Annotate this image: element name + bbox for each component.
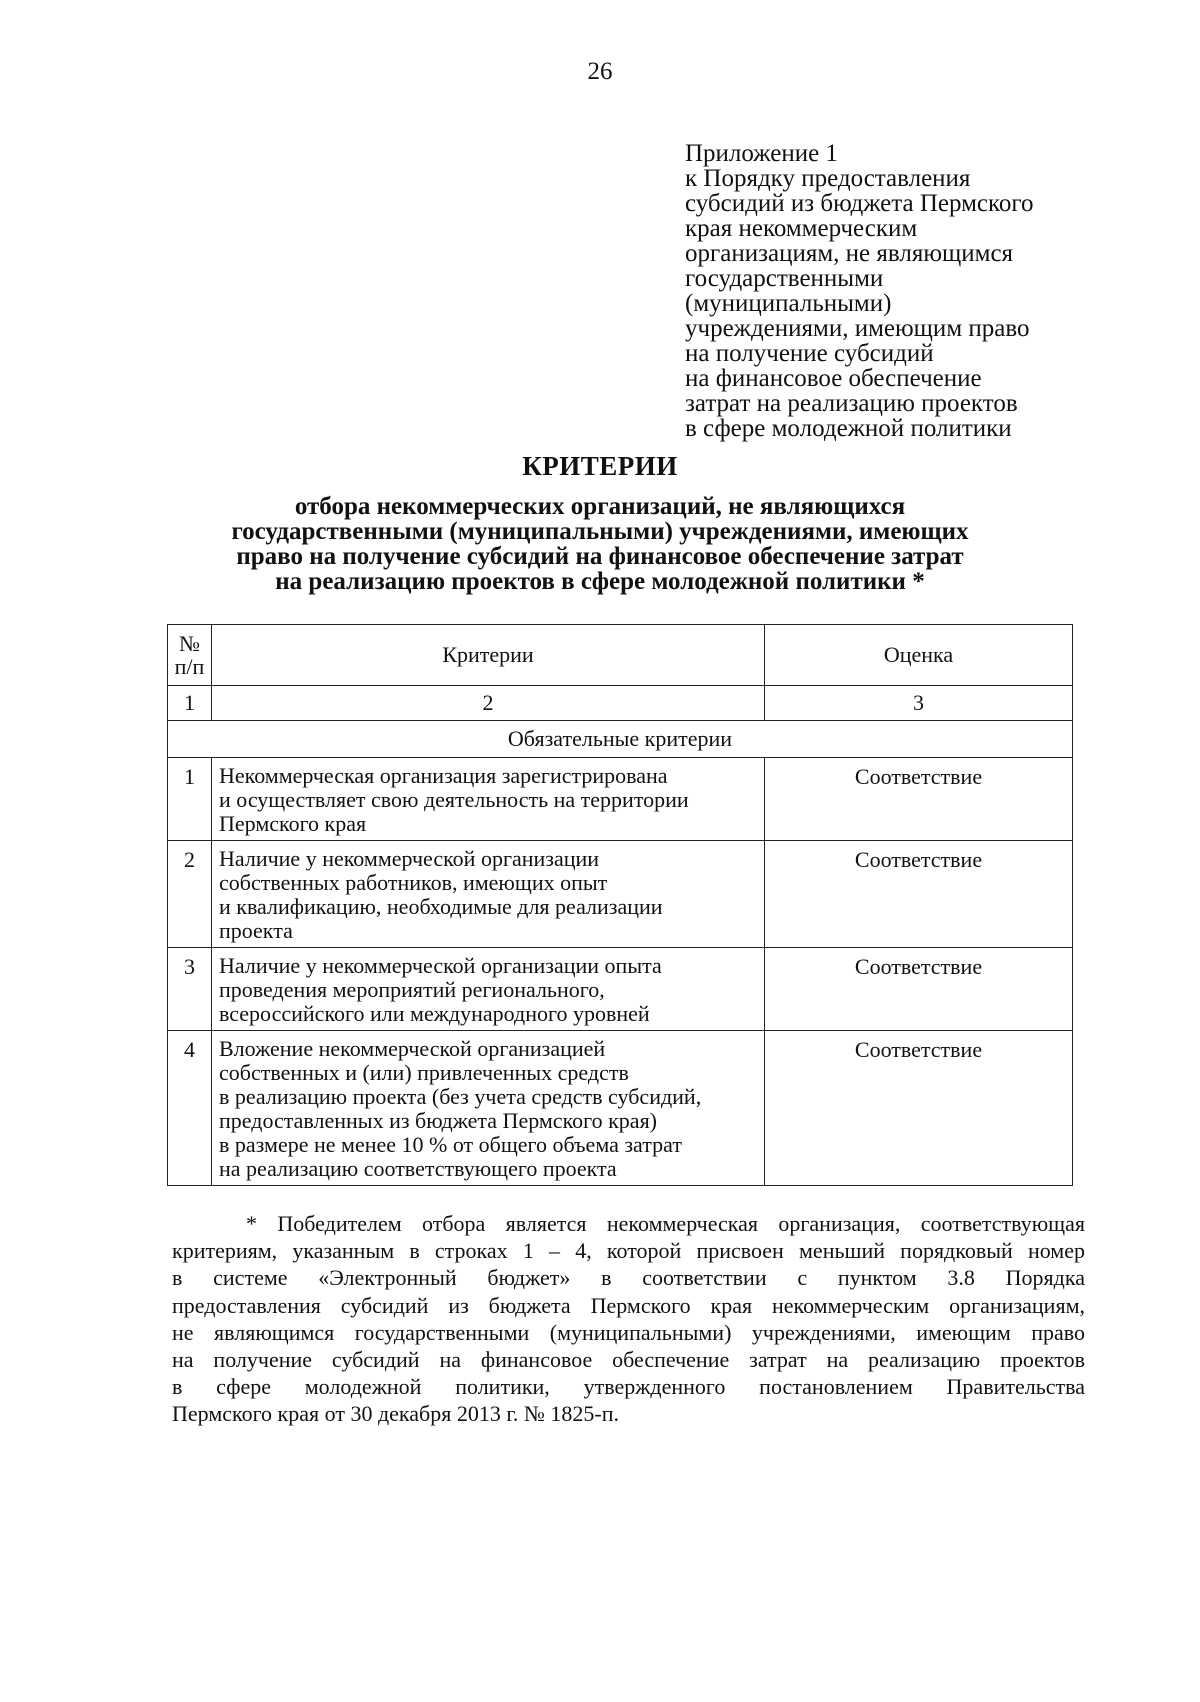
row-number: 2 [168, 841, 212, 948]
header-num [168, 625, 212, 686]
row-criteria [212, 758, 765, 841]
appendix-line: на финансовое обеспечение [685, 365, 982, 392]
appendix-line: учреждениями, имеющим право [685, 315, 1030, 342]
footnote-line: критериям, указанным в строках 1 – 4, которой присвоен меньший порядковый номер [172, 1238, 1085, 1264]
table-row [168, 948, 1073, 1031]
footnote-line: Пермского края от 30 декабря 2013 г. № 1825-п. [172, 1401, 619, 1427]
criteria-line: предоставленных из бюджета Пермского края) [219, 1108, 658, 1133]
table-row [168, 758, 1073, 841]
row-evaluation: Соответствие [765, 841, 1073, 948]
footnote-line: не являющимся государственными (муниципальными) учреждениями, имеющим право [172, 1319, 1085, 1345]
footnote [172, 1210, 1085, 1428]
criteria-line: в реализацию проекта (без учета средств субсидий, [219, 1084, 702, 1109]
criteria-line: собственных работников, имеющих опыт [219, 870, 608, 895]
row-evaluation: Соответствие [765, 948, 1073, 1031]
subtitle-line: государственными (муниципальными) учреждениями, имеющих [231, 518, 969, 545]
criteria-line: на реализацию соответствующего проекта [219, 1156, 617, 1181]
criteria-line: Пермского края [219, 811, 367, 836]
row-number: 4 [168, 1031, 212, 1186]
subtitle-line: на реализацию проектов в сфере молодежной политики * [275, 568, 925, 595]
criteria-line: проекта [219, 918, 293, 943]
appendix-line: на получение субсидий [685, 340, 934, 367]
appendix-line: края некоммерческим [685, 215, 918, 242]
criteria-line: проведения мероприятий регионального, [219, 977, 605, 1002]
row-criteria [212, 841, 765, 948]
table-row [168, 1031, 1073, 1186]
header-num-line: п/п [174, 654, 205, 679]
row-criteria [212, 948, 765, 1031]
page-number: 26 [587, 58, 613, 85]
subtitle-line: право на получение субсидий на финансовое обеспечение затрат [236, 543, 964, 570]
appendix-note [685, 141, 1105, 441]
subtitle-line: отбора некоммерческих организаций, не являющихся [294, 493, 906, 520]
appendix-line: затрат на реализацию проектов [685, 390, 1018, 417]
footnote-line: в системе «Электронный бюджет» в соответствии с пунктом 3.8 Порядка [172, 1265, 1085, 1291]
row-number: 3 [168, 948, 212, 1031]
row-criteria [212, 1031, 765, 1186]
appendix-line: Приложение 1 [685, 140, 838, 167]
appendix-line: субсидий из бюджета Пермского [685, 190, 1034, 217]
criteria-table [167, 624, 1073, 1186]
criteria-line: собственных и (или) привлеченных средств [219, 1060, 629, 1085]
row-number: 1 [168, 758, 212, 841]
column-index-row [168, 686, 1073, 721]
criteria-line: Вложение некоммерческой организацией [219, 1036, 606, 1061]
column-index: 1 [168, 686, 212, 721]
table-header-row [168, 625, 1073, 686]
criteria-line: и осуществляет свою деятельность на территории [219, 787, 689, 812]
appendix-line: государственными [685, 265, 884, 292]
criteria-line: Наличие у некоммерческой организации [219, 846, 600, 871]
footnote-line: на получение субсидий на финансовое обеспечение затрат на реализацию проектов [172, 1347, 1085, 1373]
criteria-line: Наличие у некоммерческой организации опыта [219, 953, 662, 978]
column-index: 3 [765, 686, 1073, 721]
row-evaluation: Соответствие [765, 758, 1073, 841]
appendix-line: организациям, не являющимся [685, 240, 1014, 267]
criteria-line: всероссийского или международного уровней [219, 1001, 650, 1026]
criteria-line: в размере не менее 10 % от общего объема затрат [219, 1132, 682, 1157]
section-title: Обязательные критерии [168, 721, 1073, 758]
section-row [168, 721, 1073, 758]
row-evaluation: Соответствие [765, 1031, 1073, 1186]
criteria-line: и квалификацию, необходимые для реализации [219, 894, 663, 919]
footnote-line: в сфере молодежной политики, утвержденного постановлением Правительства [172, 1374, 1085, 1400]
document-title: КРИТЕРИИ [522, 451, 678, 481]
footnote-line: * Победителем отбора является некоммерческая организация, соответствующая [246, 1211, 1085, 1236]
column-index: 2 [212, 686, 765, 721]
header-criteria: Критерии [212, 625, 765, 686]
document-subtitle [100, 494, 1100, 594]
header-evaluation: Оценка [765, 625, 1073, 686]
footnote-line: предоставления субсидий из бюджета Пермского края некоммерческим организациям, [172, 1292, 1085, 1318]
criteria-line: Некоммерческая организация зарегистрирована [219, 763, 668, 788]
appendix-line: в сфере молодежной политики [685, 415, 1012, 442]
appendix-line: (муниципальными) [685, 290, 892, 317]
header-num-line: № [179, 631, 200, 656]
table-row [168, 841, 1073, 948]
appendix-line: к Порядку предоставления [685, 165, 971, 192]
